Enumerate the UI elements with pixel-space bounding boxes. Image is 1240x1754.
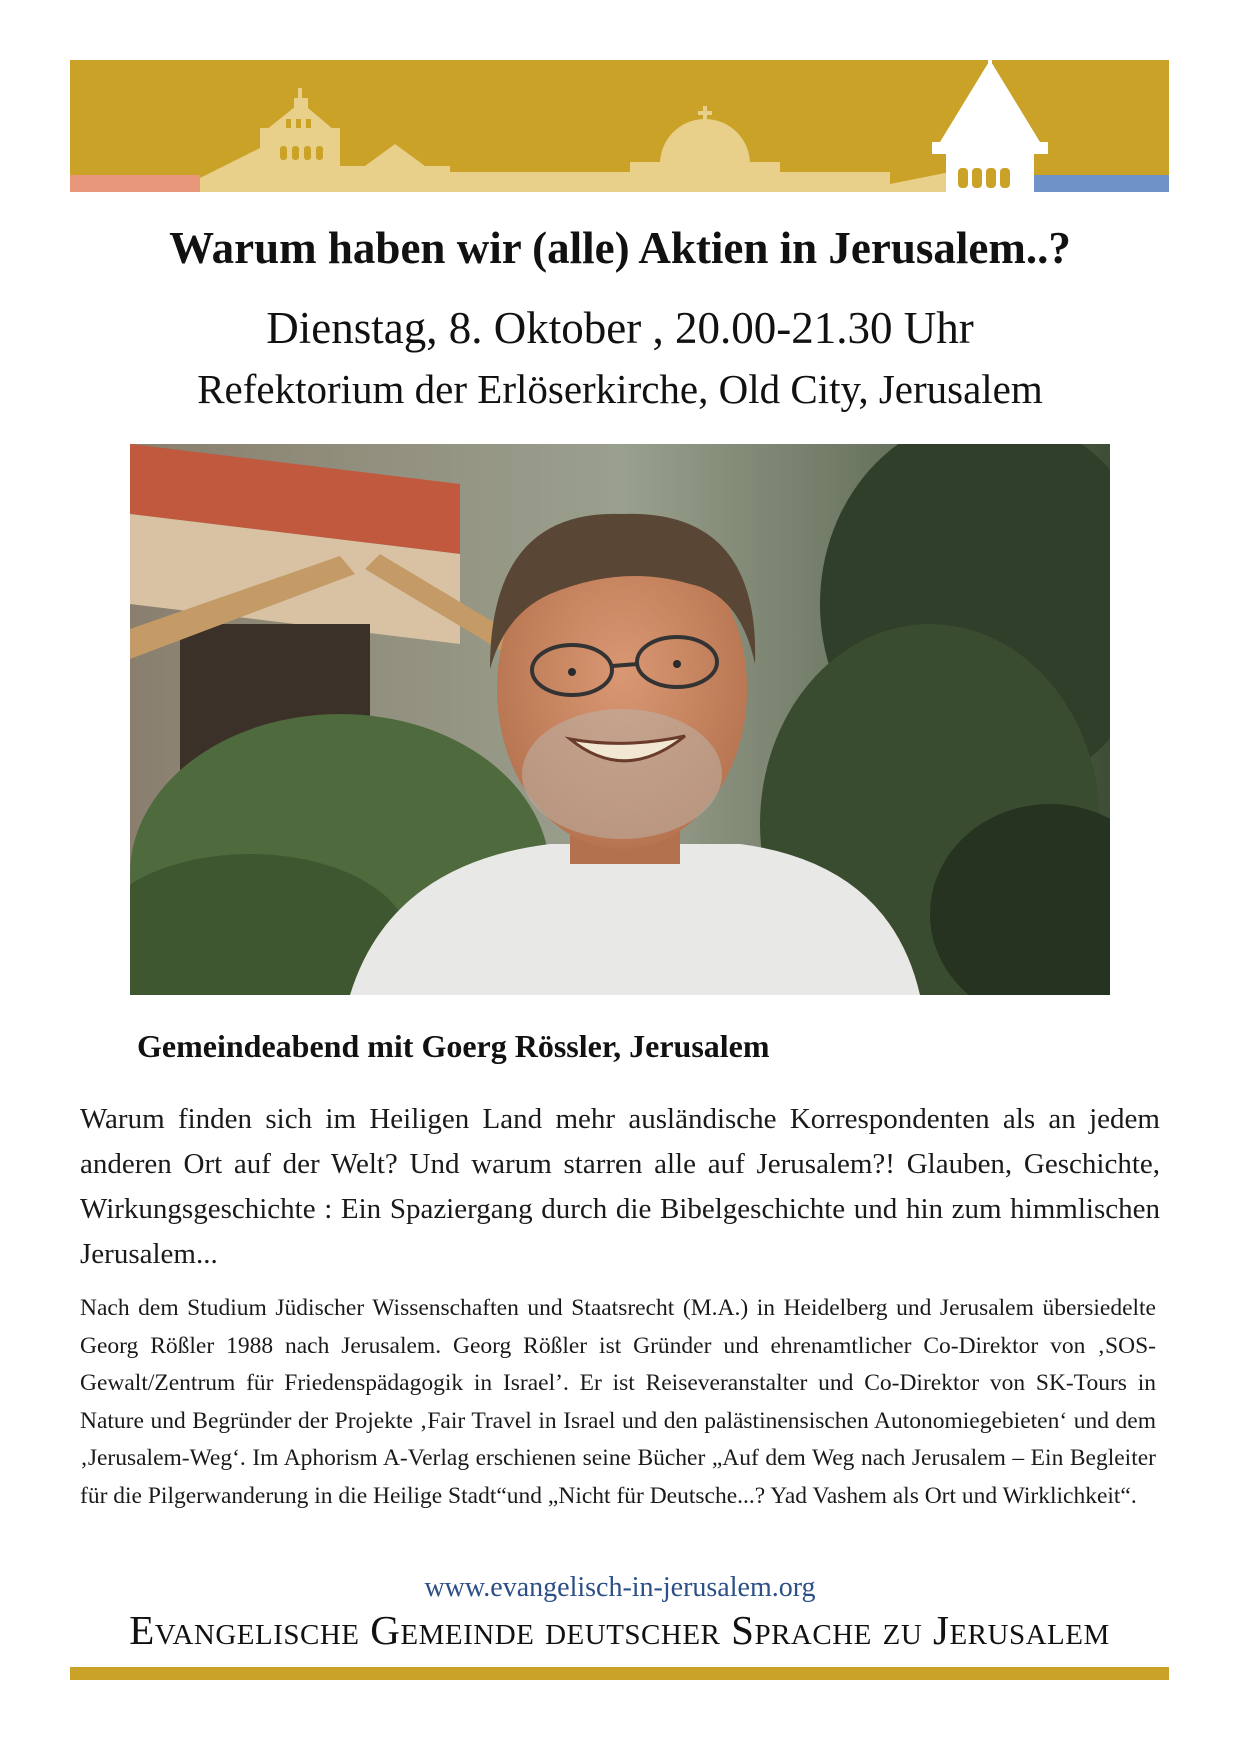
speaker-portrait-illustration bbox=[130, 444, 1110, 995]
event-title: Warum haben wir (alle) Aktien in Jerusalem..? bbox=[169, 223, 1071, 273]
blue-stripe bbox=[1030, 175, 1169, 192]
event-subtitle: Gemeindeabend mit Goerg Rössler, Jerusalem bbox=[137, 1028, 770, 1064]
organization-name: Evangelische Gemeinde deutscher Sprache zu Jerusalem bbox=[129, 1607, 1110, 1653]
speaker-photo bbox=[130, 444, 1110, 995]
footer-divider bbox=[70, 1667, 1169, 1680]
event-date-time: Dienstag, 8. Oktober , 20.00-21.30 Uhr bbox=[266, 303, 974, 353]
event-intro-text: Warum finden sich im Heiligen Land mehr ausländische Korrespondenten als an jedem anderen Ort auf der Welt? Und warum starren alle auf Jerusalem?! Glauben, Geschichte, Wirkungsgeschichte : Ein Spaziergang durch die Bibelgeschichte und hin zum himmlischen Jerusalem... bbox=[80, 1103, 1160, 1270]
speaker-biography: Nach dem Studium Jüdischer Wissenschaften und Staatsrecht (M.A.) in Heidelberg und Jerusalem übersiedelte Georg Rößler 1988 nach Jerusalem. Georg Rößler ist Gründer und ehrenamtlicher Co-Direktor von ‚SOS-Gewalt/Zentrum für Friedenspädagogik in Israel’. Er ist Reiseveranstalter und Co-Direktor von SK-Tours in Nature und Begründer der Projekte ‚Fair Travel in Israel und den palästinensischen Autonomiegebieten‘ und dem ‚Jerusalem-Weg‘. Im Aphorism A-Verlag erschienen seine Bücher „Auf dem Weg nach Jerusalem – Ein Begleiter für die Pilgerwanderung in die Heilige Stadt“und „Nicht für Deutsche...? Yad Vashem als Ort und Wirklichkeit“. bbox=[80, 1295, 1156, 1509]
church-skyline-illustration bbox=[70, 44, 1169, 194]
red-stripe bbox=[70, 175, 200, 192]
header-banner bbox=[70, 44, 1169, 194]
event-location: Refektorium der Erlöserkirche, Old City, Jerusalem bbox=[197, 366, 1043, 412]
website-link[interactable]: www.evangelisch-in-jerusalem.org bbox=[424, 1572, 816, 1603]
